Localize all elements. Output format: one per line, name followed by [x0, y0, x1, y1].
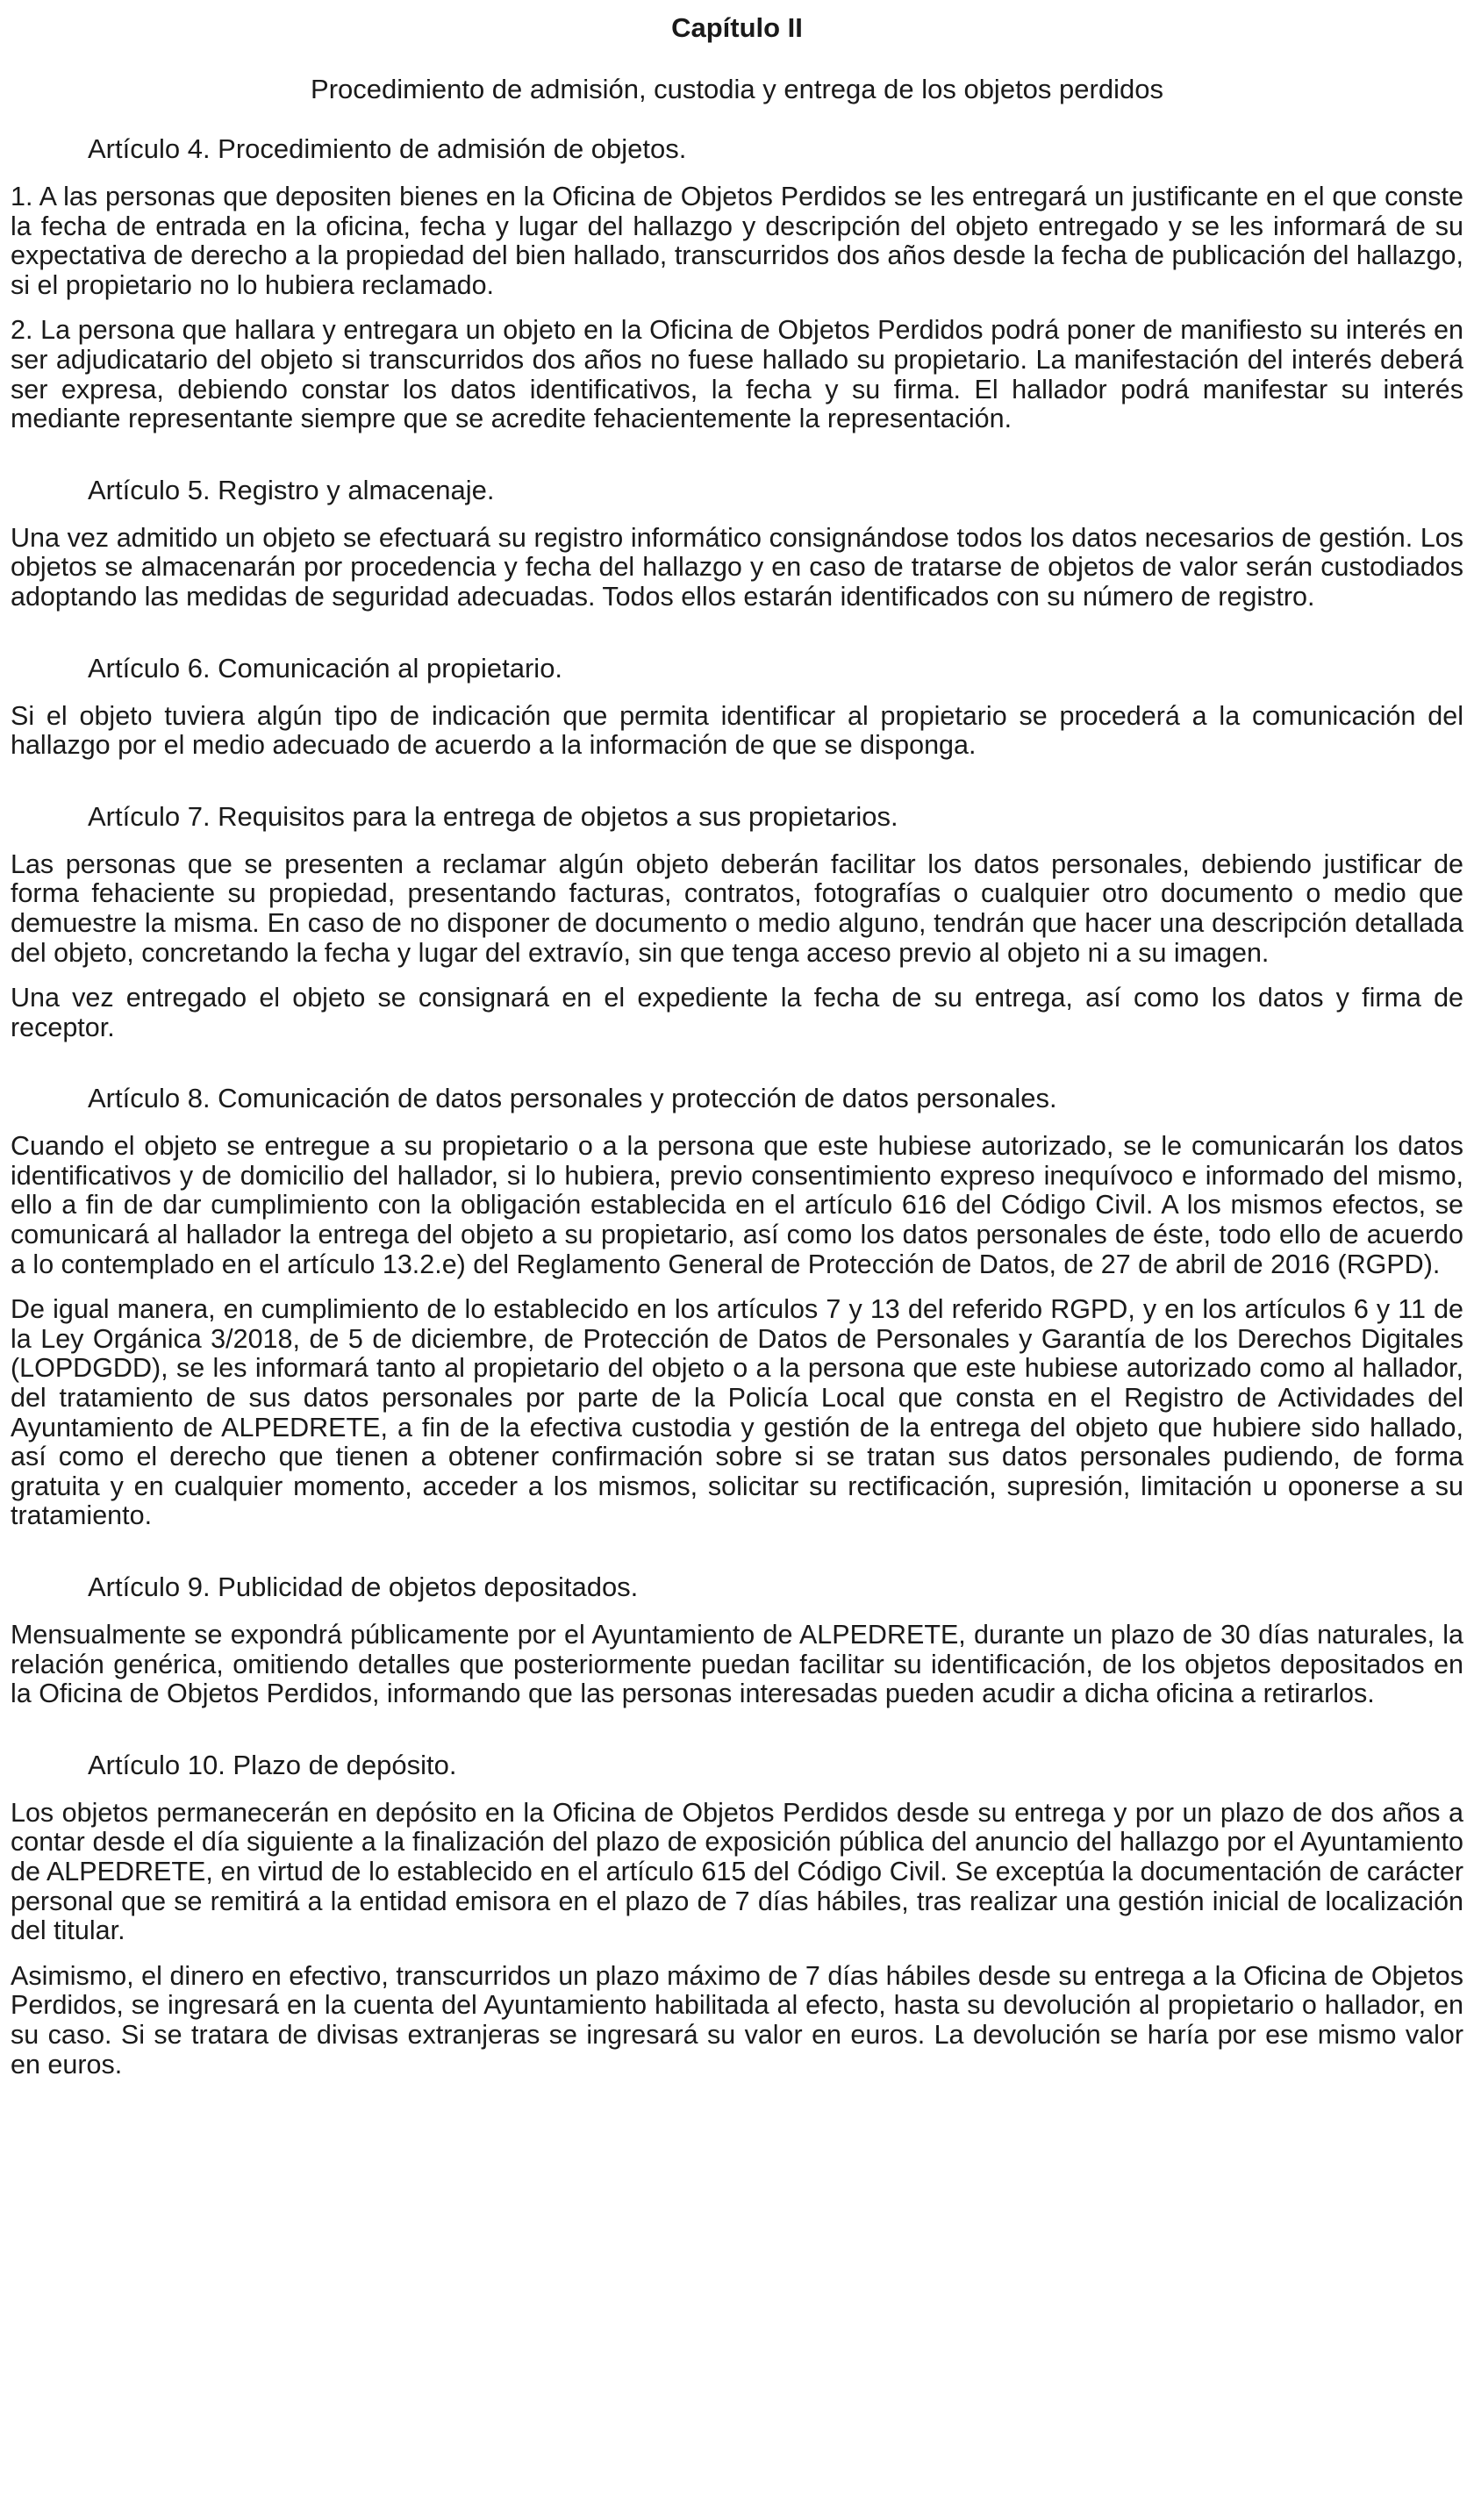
article-heading: Artículo 8. Comunicación de datos personales y protección de datos personales. [88, 1083, 1057, 1114]
article-7 [11, 799, 1463, 1043]
document-page [11, 0, 1463, 2080]
article-paragraph: 2. La persona que hallara y entregara un objeto en la Oficina de Objetos Perdidos podrá poner de manifiesto su interés en ser adjudicatario del objeto si transcurridos dos años no fuese hallado su propietario. La manifestación del interés deberá ser expresa, debiendo constar los datos identificativos, la fecha y su firma. El hallador podrá manifestar su interés mediante representante siempre que se acredite fehacientemente la representación. [11, 315, 1463, 434]
chapter-subtitle: Procedimiento de admisión, custodia y entrega de los objetos perdidos [311, 74, 1163, 104]
article-4 [11, 132, 1463, 434]
article-paragraph: De igual manera, en cumplimiento de lo establecido en los artículos 7 y 13 del referido RGPD, y en los artículos 6 y 11 de la Ley Orgánica 3/2018, de 5 de diciembre, de Protección de Datos de Personales y Garantía de los Derechos Digitales (LOPDGDD), se les informará tanto al propietario del objeto o a la persona que este hubiese autorizado como al hallador, del tratamiento de sus datos personales por parte de la Policía Local que consta en el Registro de Actividades del Ayuntamiento de ALPEDRETE, a fin de la efectiva custodia y gestión de la entrega del objeto que hubiere sido hallado, así como el derecho que tienen a obtener confirmación sobre si se tratan sus datos personales pudiendo, de forma gratuita y en cualquier momento, acceder a los mismos, solicitar su rectificación, supresión, limitación u oponerse a su tratamiento. [11, 1294, 1463, 1531]
article-paragraph: Una vez admitido un objeto se efectuará su registro informático consignándose todos los datos necesarios de gestión. Los objetos se almacenarán por procedencia y fecha del hallazgo y en caso de tratarse de objetos de valor serán custodiados adoptando las medidas de seguridad adecuadas. Todos ellos estarán identificados con su número de registro. [11, 522, 1463, 612]
article-5 [11, 473, 1463, 612]
article-paragraph: 1. A las personas que depositen bienes en la Oficina de Objetos Perdidos se les entregará un justificante en el que conste la fecha de entrada en la oficina, fecha y lugar del hallazgo y descripción del objeto entregado y se les informará de su expectativa de derecho a la propiedad del bien hallado, transcurridos dos años desde la fecha de publicación del hallazgo, si el propietario no lo hubiera reclamado. [11, 182, 1463, 300]
article-paragraph: Cuando el objeto se entregue a su propietario o a la persona que este hubiese autorizado, se le comunicarán los datos identificativos y de domicilio del hallador, si lo hubiera, previo consentimiento expreso inequívoco e informado del mismo, ello a fin de dar cumplimiento con la obligación establecida en el artículo 616 del Código Civil. A los mismos efectos, se comunicará al hallador la entrega del objeto a su propietario, así como los datos personales de éste, todo ello de acuerdo a lo contemplado en el artículo 13.2.e) del Reglamento General de Protección de Datos, de 27 de abril de 2016 (RGPD). [11, 1131, 1463, 1279]
article-10 [11, 1748, 1463, 2080]
article-heading: Artículo 4. Procedimiento de admisión de objetos. [88, 133, 687, 164]
article-paragraph: Asimismo, el dinero en efectivo, transcurridos un plazo máximo de 7 días hábiles desde su entrega a la Oficina de Objetos Perdidos, se ingresará en la cuenta del Ayuntamiento habilitada al efecto, hasta su devolución al propietario o hallador, en su caso. Si se tratara de divisas extranjeras se ingresará su valor en euros. La devolución se haría por ese mismo valor en euros. [11, 1960, 1463, 2080]
article-9 [11, 1570, 1463, 1709]
article-paragraph: Las personas que se presenten a reclamar algún objeto deberán facilitar los datos personales, debiendo justificar de forma fehaciente su propiedad, presentando facturas, contratos, fotografías o cualquier otro documento o medio que demuestre la misma. En caso de no disponer de documento o medio alguno, tendrán que hacer una descripción detallada del objeto, concretando la fecha y lugar del extravío, sin que tenga acceso previo al objeto ni a su imagen. [11, 848, 1463, 968]
article-paragraph: Los objetos permanecerán en depósito en la Oficina de Objetos Perdidos desde su entrega y por un plazo de dos años a contar desde el día siguiente a la finalización del plazo de exposición pública del anuncio del hallazgo por el Ayuntamiento de ALPEDRETE, en virtud de lo establecido en el artículo 615 del Código Civil. Se exceptúa la documentación de carácter personal que se remitirá a la entidad emisora en el plazo de 7 días hábiles, tras realizar una gestión inicial de localización del titular. [11, 1797, 1463, 1946]
article-paragraph: Mensualmente se expondrá públicamente por el Ayuntamiento de ALPEDRETE, durante un plazo de 30 días naturales, la relación genérica, omitiendo detalles que posteriormente puedan facilitar su identificación, de los objetos depositados en la Oficina de Objetos Perdidos, informando que las personas interesadas pueden acudir a dicha oficina a retirarlos. [11, 1620, 1463, 1709]
article-6 [11, 651, 1463, 761]
article-8 [11, 1081, 1463, 1531]
article-heading: Artículo 7. Requisitos para la entrega de objetos a sus propietarios. [88, 800, 898, 832]
article-paragraph: Una vez entregado el objeto se consignará en el expediente la fecha de su entrega, así como los datos y firma de receptor. [11, 983, 1463, 1042]
article-heading: Artículo 5. Registro y almacenaje. [88, 474, 495, 505]
article-heading: Artículo 9. Publicidad de objetos depositados. [88, 1571, 639, 1602]
article-paragraph: Si el objeto tuviera algún tipo de indicación que permita identificar al propietario se procederá a la comunicación del hallazgo por el medio adecuado de acuerdo a la información de que se disponga. [11, 700, 1463, 761]
article-heading: Artículo 6. Comunicación al propietario. [88, 652, 563, 684]
chapter-title: Capítulo II [671, 12, 803, 43]
article-heading: Artículo 10. Plazo de depósito. [88, 1749, 457, 1780]
